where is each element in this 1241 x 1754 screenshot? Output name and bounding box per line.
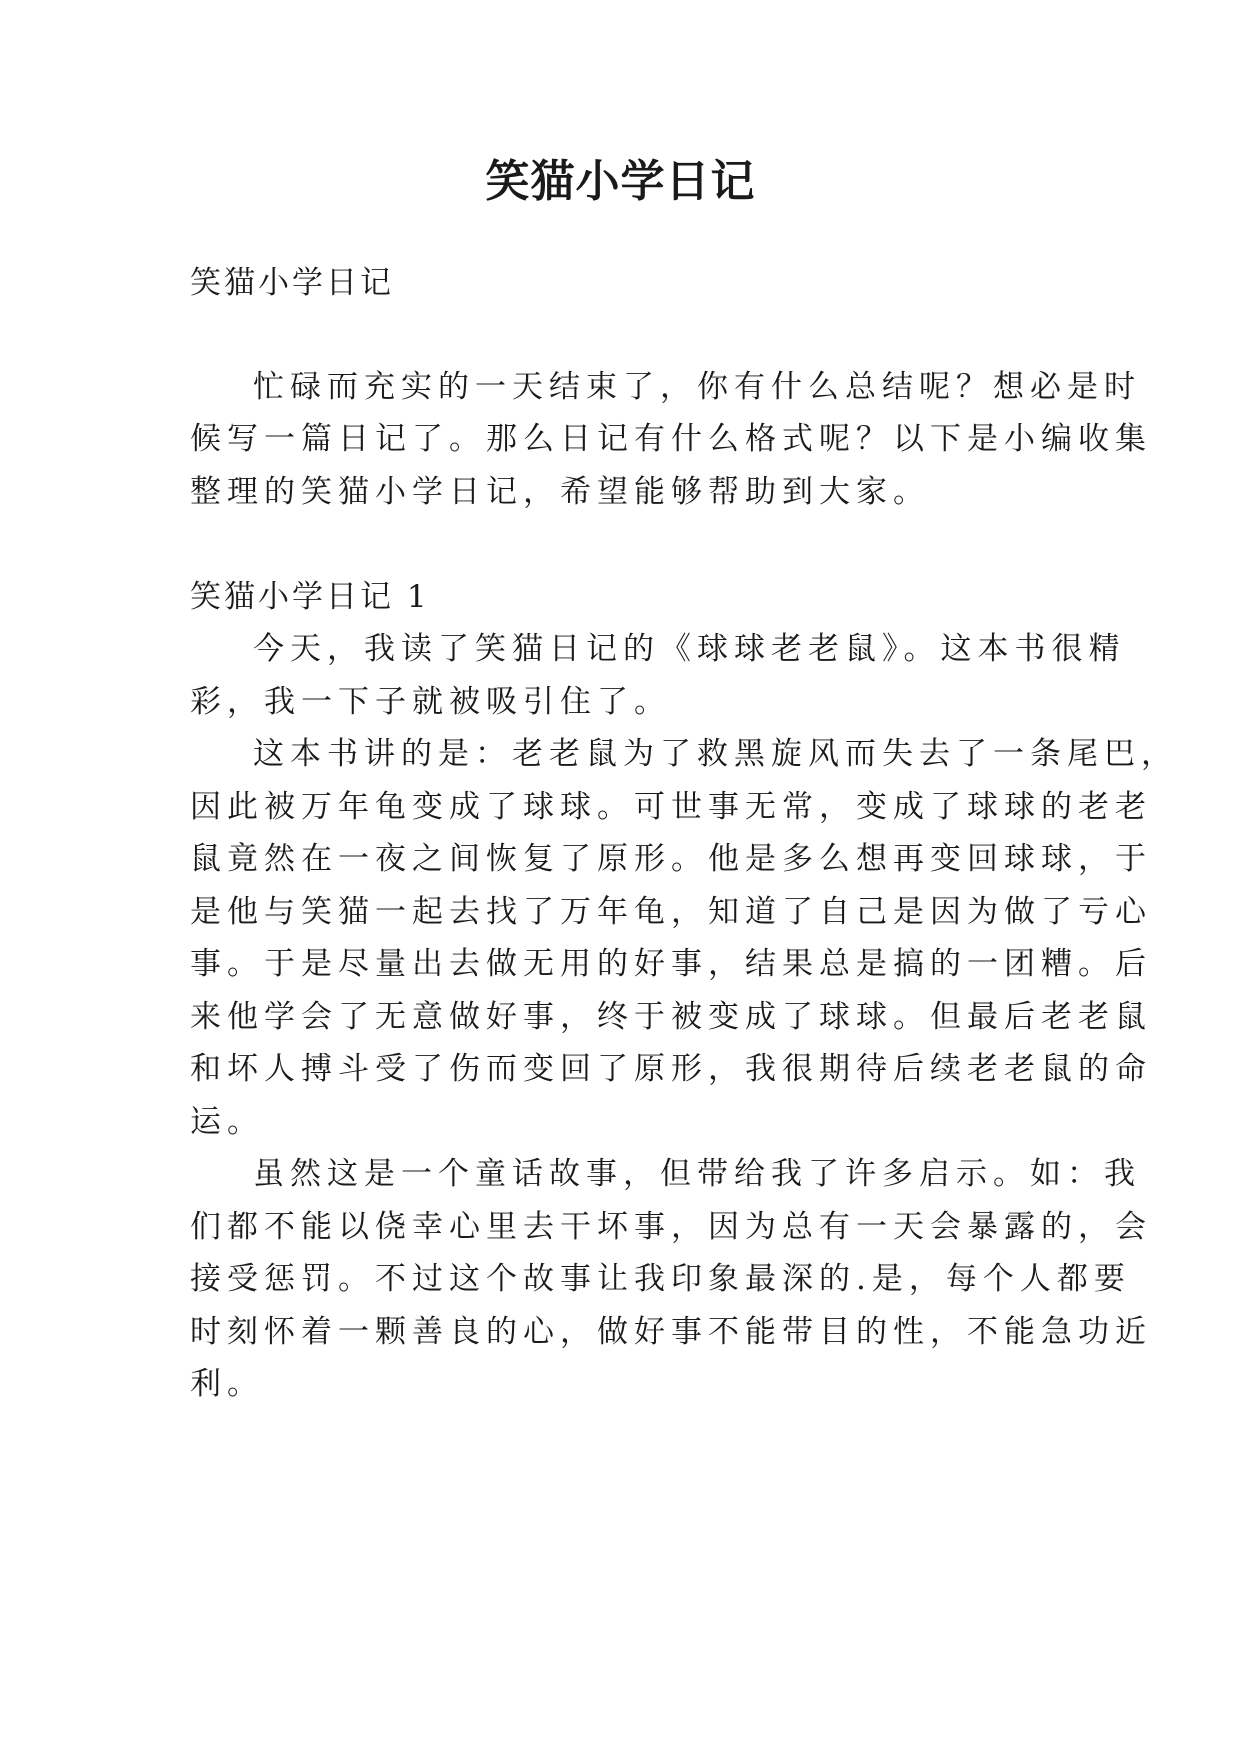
paragraph-line: 虽然这是一个童话故事，但带给我了许多启示。如：我 — [253, 1156, 1141, 1192]
paragraph-line: 事。于是尽量出去做无用的好事，结果总是搞的一团糟。后 — [190, 946, 1152, 982]
document-title: 笑猫小学日记 — [485, 156, 756, 207]
paragraph-line: 来他学会了无意做好事，终于被变成了球球。但最后老老鼠 — [190, 999, 1152, 1035]
paragraph-line: 是他与笑猫一起去找了万年龟，知道了自己是因为做了亏心 — [190, 894, 1152, 930]
paragraph-line: 时刻怀着一颗善良的心，做好事不能带目的性，不能急功近 — [190, 1314, 1152, 1350]
paragraph-line: 鼠竟然在一夜之间恢复了原形。他是多么想再变回球球，于 — [190, 841, 1152, 877]
paragraph-line: 接受惩罚。不过这个故事让我印象最深的.是，每个人都要 — [190, 1261, 1131, 1297]
paragraph-line: 们都不能以侥幸心里去干坏事，因为总有一天会暴露的，会 — [190, 1209, 1152, 1245]
paragraph-line: 彩，我一下子就被吸引住了。 — [190, 684, 671, 720]
paragraph-line: 今天，我读了笑猫日记的《球球老老鼠》。这本书很精 — [253, 631, 1126, 667]
intro-line: 忙碌而充实的一天结束了，你有什么总结呢？想必是时 — [253, 369, 1141, 405]
paragraph-line: 这本书讲的是：老老鼠为了救黑旋风而失去了一条尾巴， — [253, 736, 1178, 772]
paragraph-line: 和坏人搏斗受了伤而变回了原形，我很期待后续老老鼠的命 — [190, 1051, 1152, 1087]
section-heading: 笑猫小学日记 1 — [190, 579, 430, 615]
paragraph-line: 因此被万年龟变成了球球。可世事无常，变成了球球的老老 — [190, 789, 1152, 825]
intro-line: 候写一篇日记了。那么日记有什么格式呢？以下是小编收集 — [190, 421, 1152, 457]
paragraph-line: 运。 — [190, 1104, 264, 1140]
intro-line: 整理的笑猫小学日记，希望能够帮助到大家。 — [190, 474, 930, 510]
paragraph-line: 利。 — [190, 1366, 264, 1402]
document-subtitle: 笑猫小学日记 — [190, 265, 394, 301]
